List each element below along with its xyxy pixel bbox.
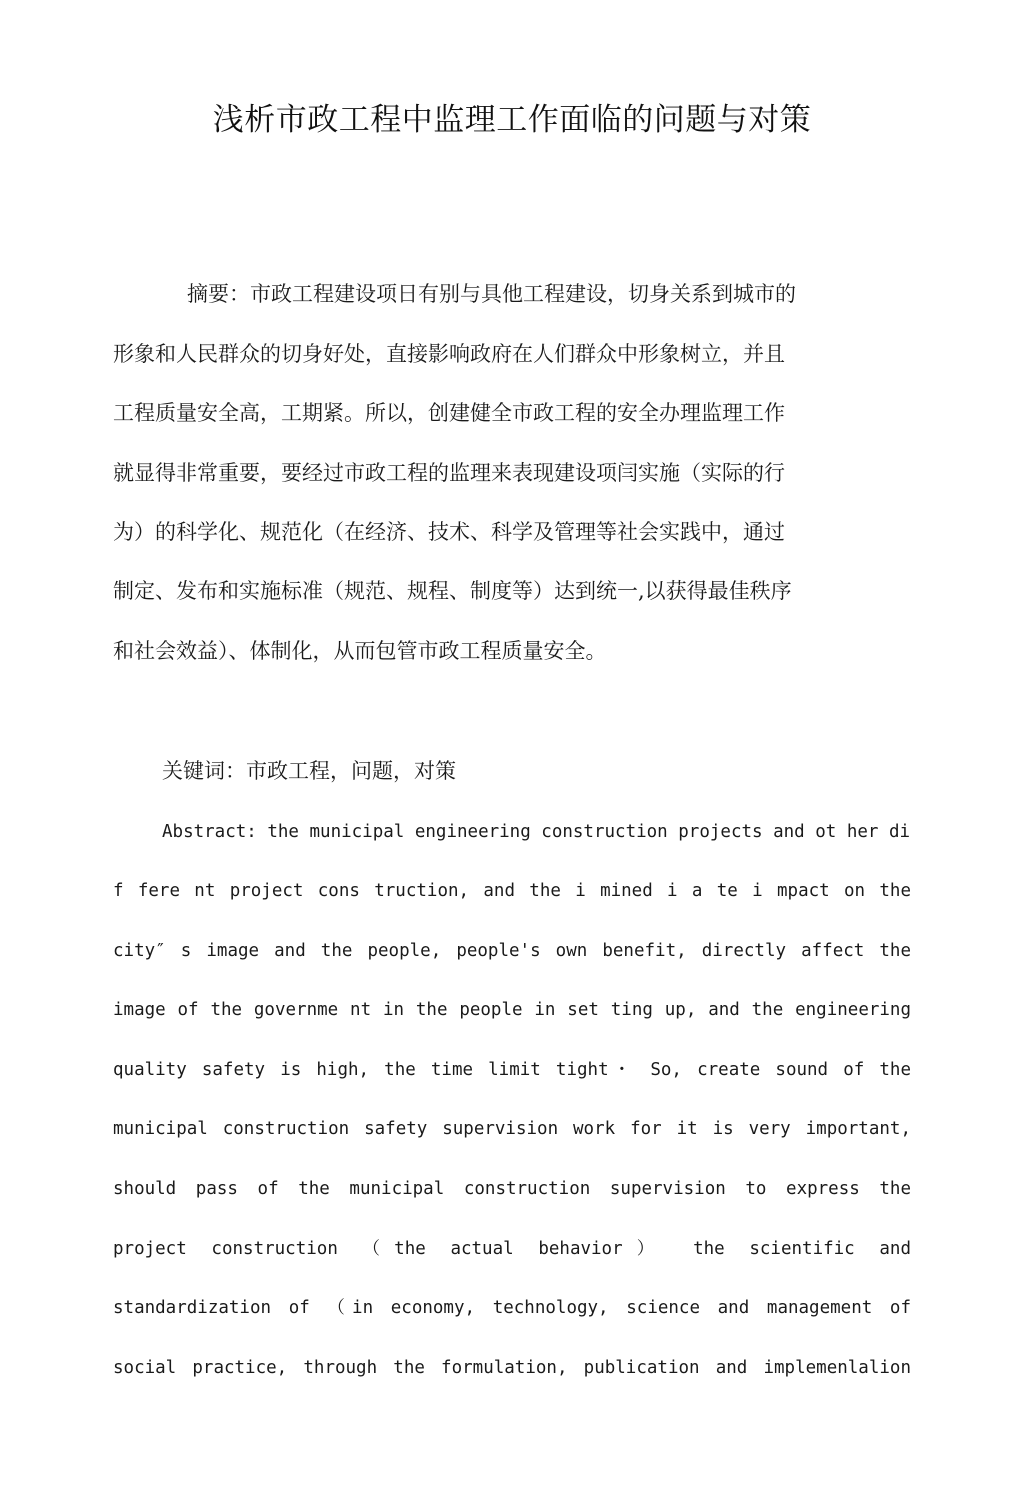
abstract-cn-line: 和社会效益）、体制化，从而包管市政工程质量安全。 [113, 639, 607, 663]
document-title: 浅析市政工程中监理工作面临的问题与对策 [212, 102, 812, 138]
abstract-cn-line: 就显得非常重要，要经过市政工程的监理来表现建设项闫实施（实际的行 [113, 461, 785, 485]
abstract-cn-line: 制定、发布和实施标准（规范、规程、制度等）达到统一,以获得最佳秩序 [113, 579, 792, 603]
abstract-en-line: social practice, through the formulation, publication and implemenlalion [113, 1358, 911, 1378]
abstract-en-line: city″ s image and the people, people's own benefit, directly affect the [113, 941, 911, 961]
abstract-en-line: f fere nt project cons truction, and the i mined i a te i mpact on the [113, 881, 911, 901]
abstract-en-line: project construction （the actual behavior） the scientific and [113, 1239, 911, 1259]
abstract-cn-line: 为）的科学化、规范化（在经济、技术、科学及管理等社会实践中，通过 [113, 520, 785, 544]
abstract-en-line: municipal construction safety supervision work for it is very important, [113, 1119, 911, 1139]
keywords-line: 关键词：市政工程，问题，对策 [162, 759, 456, 783]
abstract-cn-line: 摘要：市政工程建设项日有别与具他工程建设，切身关系到城市的 [187, 282, 796, 306]
abstract-en-line: standardization of （in economy, technology, science and management of [113, 1298, 911, 1318]
abstract-en-line: should pass of the municipal construction supervision to express the [113, 1179, 911, 1199]
abstract-cn-line: 形象和人民群众的切身好处，直接影响政府在人们群众中形象树立，并且 [113, 342, 785, 366]
abstract-en-line: image of the governme nt in the people in set ting up, and the engineering [113, 1000, 911, 1020]
abstract-cn-line: 工程质量安全高，工期紧。所以，创建健全市政工程的安全办理监理工作 [113, 401, 785, 425]
abstract-en-line: Abstract: the municipal engineering construction projects and ot her di [162, 822, 911, 842]
abstract-en-line: quality safety is high, the time limit tight・ So, create sound of the [113, 1060, 911, 1080]
